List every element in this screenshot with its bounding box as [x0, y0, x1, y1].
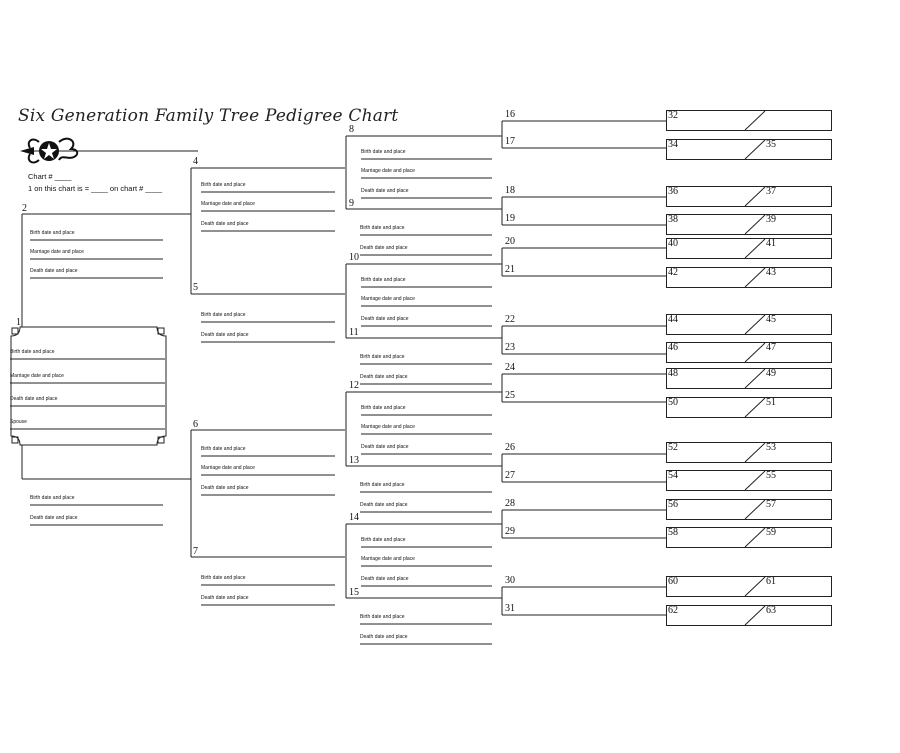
person-number-22: 22 [505, 314, 515, 325]
ancestor-box-60 [666, 576, 832, 597]
chart-number-label: Chart # ____ [28, 172, 72, 181]
death-label: Death date and place [10, 396, 58, 402]
marriage-label: Marriage date and place [361, 168, 415, 174]
ancestor-box-46 [666, 342, 832, 363]
ancestor-box-32 [666, 110, 832, 131]
person-number-19: 19 [505, 213, 515, 224]
person-number-55: 55 [766, 470, 776, 481]
ancestor-box-36 [666, 186, 832, 207]
death-label: Death date and place [201, 485, 249, 491]
marriage-label: Marriage date and place [361, 424, 415, 430]
person-number-42: 42 [668, 267, 678, 278]
death-label: Death date and place [360, 502, 408, 508]
birth-label: Birth date and place [361, 149, 406, 155]
person-number-18: 18 [505, 185, 515, 196]
birth-label: Birth date and place [30, 495, 75, 501]
person-number-30: 30 [505, 575, 515, 586]
birth-label: Birth date and place [10, 349, 55, 355]
death-label: Death date and place [30, 515, 78, 521]
person-number-10: 10 [349, 252, 359, 263]
ancestor-box-42 [666, 267, 832, 288]
marriage-label: Marriage date and place [361, 556, 415, 562]
person-number-8: 8 [349, 124, 354, 135]
person-number-62: 62 [668, 605, 678, 616]
death-label: Death date and place [361, 576, 409, 582]
death-label: Death date and place [201, 595, 249, 601]
person-number-34: 34 [668, 139, 678, 150]
birth-label: Birth date and place [201, 446, 246, 452]
person-number-14: 14 [349, 512, 359, 523]
person-number-21: 21 [505, 264, 515, 275]
birth-label: Birth date and place [360, 482, 405, 488]
person-number-37: 37 [766, 186, 776, 197]
birth-label: Birth date and place [201, 575, 246, 581]
marriage-label: Marriage date and place [30, 249, 84, 255]
birth-label: Birth date and place [361, 537, 406, 543]
marriage-label: Marriage date and place [361, 296, 415, 302]
spouse-label: Spouse [10, 419, 27, 425]
ancestor-box-54 [666, 470, 832, 491]
person-number-49: 49 [766, 368, 776, 379]
person-number-46: 46 [668, 342, 678, 353]
death-label: Death date and place [201, 221, 249, 227]
death-label: Death date and place [361, 444, 409, 450]
person-number-43: 43 [766, 267, 776, 278]
marriage-label: Marriage date and place [10, 373, 64, 379]
death-label: Death date and place [30, 268, 78, 274]
birth-label: Birth date and place [361, 405, 406, 411]
box-corner-ornament [12, 328, 18, 334]
birth-label: Birth date and place [201, 312, 246, 318]
person-number-15: 15 [349, 587, 359, 598]
person-number-57: 57 [766, 499, 776, 510]
person-number-26: 26 [505, 442, 515, 453]
person-1-box [11, 327, 166, 445]
person-number-53: 53 [766, 442, 776, 453]
death-label: Death date and place [361, 316, 409, 322]
person-number-40: 40 [668, 238, 678, 249]
person-number-60: 60 [668, 576, 678, 587]
person-number-38: 38 [668, 214, 678, 225]
death-label: Death date and place [360, 634, 408, 640]
person-number-5: 5 [193, 282, 198, 293]
ancestor-box-56 [666, 499, 832, 520]
person-number-28: 28 [505, 498, 515, 509]
person-number-23: 23 [505, 342, 515, 353]
person-number-9: 9 [349, 198, 354, 209]
person-number-1: 1 [16, 317, 21, 328]
death-label: Death date and place [201, 332, 249, 338]
person-number-41: 41 [766, 238, 776, 249]
person-number-51: 51 [766, 397, 776, 408]
marriage-label: Marriage date and place [201, 465, 255, 471]
person-number-20: 20 [505, 236, 515, 247]
birth-label: Birth date and place [360, 225, 405, 231]
person-number-4: 4 [193, 156, 198, 167]
person-number-44: 44 [668, 314, 678, 325]
ornament-icon [18, 134, 208, 170]
person-number-11: 11 [349, 327, 359, 338]
person-number-54: 54 [668, 470, 678, 481]
person-number-48: 48 [668, 368, 678, 379]
ancestor-box-52 [666, 442, 832, 463]
person-number-52: 52 [668, 442, 678, 453]
ancestor-box-44 [666, 314, 832, 335]
death-label: Death date and place [360, 245, 408, 251]
ancestor-box-34 [666, 139, 832, 160]
person-number-32: 32 [668, 110, 678, 121]
person-number-31: 31 [505, 603, 515, 614]
death-label: Death date and place [361, 188, 409, 194]
person-number-16: 16 [505, 109, 515, 120]
person-number-50: 50 [668, 397, 678, 408]
person-number-24: 24 [505, 362, 515, 373]
person-number-56: 56 [668, 499, 678, 510]
person-number-17: 17 [505, 136, 515, 147]
marriage-label: Marriage date and place [201, 201, 255, 207]
ancestor-box-40 [666, 238, 832, 259]
ancestor-box-48 [666, 368, 832, 389]
person-number-61: 61 [766, 576, 776, 587]
person-number-13: 13 [349, 455, 359, 466]
birth-label: Birth date and place [361, 277, 406, 283]
person-number-45: 45 [766, 314, 776, 325]
birth-label: Birth date and place [360, 614, 405, 620]
person-number-27: 27 [505, 470, 515, 481]
birth-label: Birth date and place [30, 230, 75, 236]
ancestor-box-50 [666, 397, 832, 418]
person-number-7: 7 [193, 546, 198, 557]
ancestor-box-58 [666, 527, 832, 548]
person-number-36: 36 [668, 186, 678, 197]
person-number-47: 47 [766, 342, 776, 353]
person-number-2: 2 [22, 203, 27, 214]
birth-label: Birth date and place [360, 354, 405, 360]
same-as-label: 1 on this chart is = ____ on chart # ____ [28, 184, 163, 193]
person-number-59: 59 [766, 527, 776, 538]
person-number-25: 25 [505, 390, 515, 401]
person-number-63: 63 [766, 605, 776, 616]
ancestor-box-38 [666, 214, 832, 235]
person-number-12: 12 [349, 380, 359, 391]
person-number-29: 29 [505, 526, 515, 537]
person-number-39: 39 [766, 214, 776, 225]
person-number-6: 6 [193, 419, 198, 430]
page-title: Six Generation Family Tree Pedigree Chart [18, 106, 399, 126]
death-label: Death date and place [360, 374, 408, 380]
person-number-58: 58 [668, 527, 678, 538]
person-number-35: 35 [766, 139, 776, 150]
birth-label: Birth date and place [201, 182, 246, 188]
ancestor-box-62 [666, 605, 832, 626]
